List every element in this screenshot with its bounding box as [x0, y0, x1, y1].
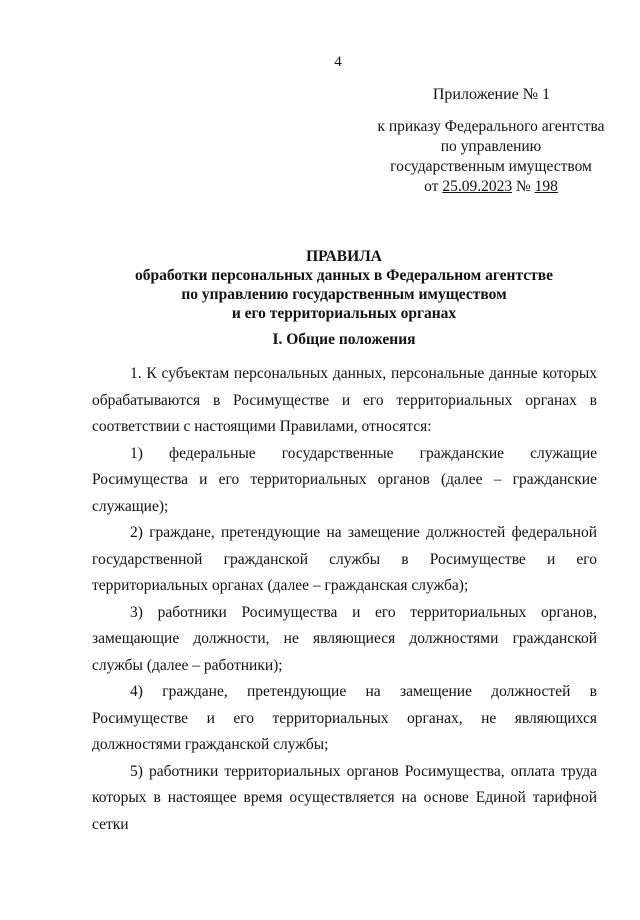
- order-ref-line-3: государственным имуществом: [390, 158, 592, 175]
- order-number: 198: [534, 178, 558, 195]
- paragraph-item-2: 2) граждане, претендующие на замещение должностей федеральной государственной гражданской службы в Росимуществе и его территориальных органах (далее – гражданская служба);: [92, 524, 597, 594]
- document-heading: [88, 247, 600, 323]
- order-reference: [356, 117, 626, 197]
- order-ref-line-2: по управлению: [440, 138, 542, 155]
- order-number-sign: №: [515, 178, 531, 195]
- order-date: 25.09.2023: [442, 178, 513, 195]
- appendix-title: Приложение № 1: [432, 86, 550, 103]
- order-date-prefix: от: [424, 178, 439, 195]
- page-number: 4: [334, 54, 342, 70]
- document-body: [92, 361, 597, 838]
- document-subtitle-line-3: и его территориальных органах: [231, 305, 457, 322]
- paragraph-item-4: 4) граждане, претендующие на замещение должностей в Росимуществе и его территориальных органах, не являющихся должностями гражданской службы;: [92, 683, 597, 753]
- paragraph-item-1: 1) федеральные государственные гражданские служащие Росимущества и его территориальных органов (далее – гражданские служащие);: [92, 444, 597, 515]
- paragraph-1: 1. К субъектам персональных данных, персональные данные которых обрабатываются в Росимуществе и его территориальных органах в соответствии с настоящими Правилами, относятся:: [92, 365, 597, 435]
- paragraph-item-3: 3) работники Росимущества и его территориальных органов, замещающие должности, не являющиеся должностями гражданской службы (далее – работники);: [92, 603, 597, 674]
- document-title: ПРАВИЛА: [306, 248, 382, 265]
- section-title: I. Общие положения: [272, 331, 416, 348]
- order-ref-line-1: к приказу Федерального агентства: [377, 118, 605, 135]
- paragraph-item-5: 5) работники территориальных органов Росимущества, оплата труда которых в настоящее время осуществляется на основе Единой тарифной сетки: [92, 762, 597, 833]
- order-date-line: [356, 177, 626, 197]
- document-subtitle-line-2: по управлению государственным имуществом: [181, 286, 507, 303]
- document-subtitle-line-1: обработки персональных данных в Федеральном агентстве: [134, 267, 554, 284]
